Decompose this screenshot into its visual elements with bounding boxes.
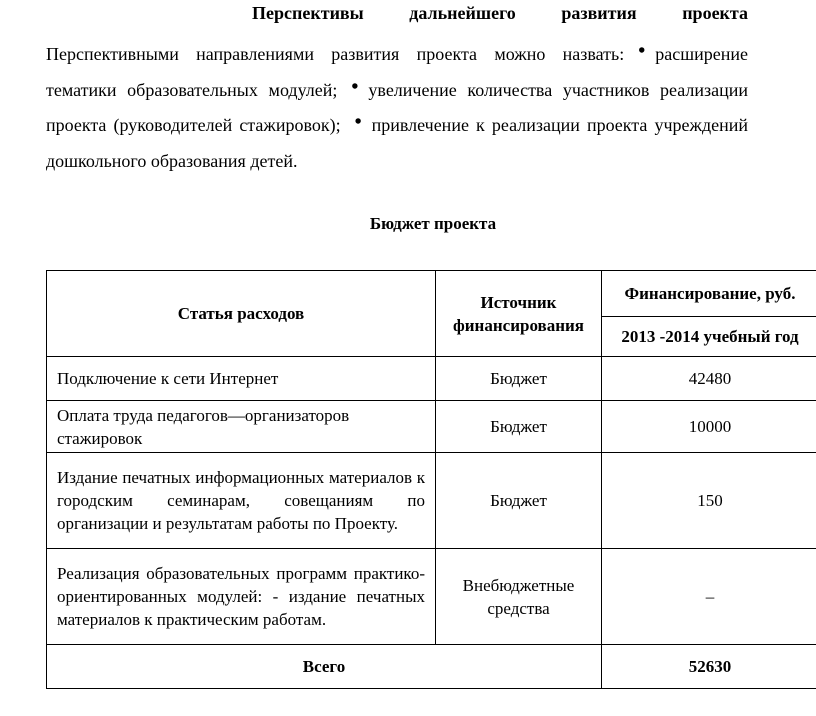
intro-item: увеличение количества участников реализации проекта (руководителей стажировок); bbox=[46, 79, 748, 135]
section-heading bbox=[252, 0, 748, 26]
header-period: 2013 -2014 учебный год bbox=[602, 317, 816, 357]
total-amount: 52630 bbox=[602, 645, 816, 689]
header-source: Источник финансирования bbox=[436, 271, 602, 357]
source-cell: Бюджет bbox=[436, 453, 602, 549]
amount-cell: 42480 bbox=[602, 357, 816, 401]
bullet-icon: • bbox=[351, 75, 359, 98]
heading-word: Перспективы bbox=[252, 3, 364, 23]
table-row bbox=[47, 401, 816, 453]
intro-paragraph bbox=[46, 37, 748, 179]
source-cell: Внебюджетные средства bbox=[436, 549, 602, 645]
total-label: Всего bbox=[47, 645, 602, 689]
budget-table bbox=[46, 270, 816, 689]
amount-cell: – bbox=[602, 549, 816, 645]
amount-cell: 10000 bbox=[602, 401, 816, 453]
source-cell: Бюджет bbox=[436, 401, 602, 453]
intro-item: расширение тематики образовательных модулей; bbox=[46, 44, 748, 100]
expense-cell: Подключение к сети Интернет bbox=[47, 357, 436, 401]
table-row bbox=[47, 357, 816, 401]
amount-cell: 150 bbox=[602, 453, 816, 549]
table-row bbox=[47, 453, 816, 549]
intro-lead: Перспективными направлениями развития проекта можно назвать: bbox=[46, 44, 625, 64]
budget-title: Бюджет проекта bbox=[369, 214, 497, 233]
heading-word: проекта bbox=[682, 3, 748, 23]
table-total-row bbox=[47, 645, 816, 689]
expense-cell: Оплата труда педагогов—организаторов стажировок bbox=[47, 401, 436, 453]
intro-item: привлечение к реализации проекта учреждений дошкольного образования детей. bbox=[46, 115, 749, 171]
heading-word: развития bbox=[561, 3, 637, 23]
heading-word: дальнейшего bbox=[409, 3, 516, 23]
table-row bbox=[47, 549, 816, 645]
expense-cell: Издание печатных информационных материалов к городским семинарам, совещаниям по организации и результатам работы по Проекту. bbox=[47, 453, 436, 549]
table-header-row bbox=[47, 271, 816, 317]
expense-cell: Реализация образовательных программ практико-ориентированных модулей: - издание печатных материалов к практическим работам. bbox=[47, 549, 436, 645]
header-expense: Статья расходов bbox=[47, 271, 436, 357]
header-funding: Финансирование, руб. bbox=[602, 271, 816, 317]
bullet-icon: • bbox=[354, 111, 362, 133]
bullet-icon: • bbox=[638, 40, 646, 62]
source-cell: Бюджет bbox=[436, 357, 602, 401]
